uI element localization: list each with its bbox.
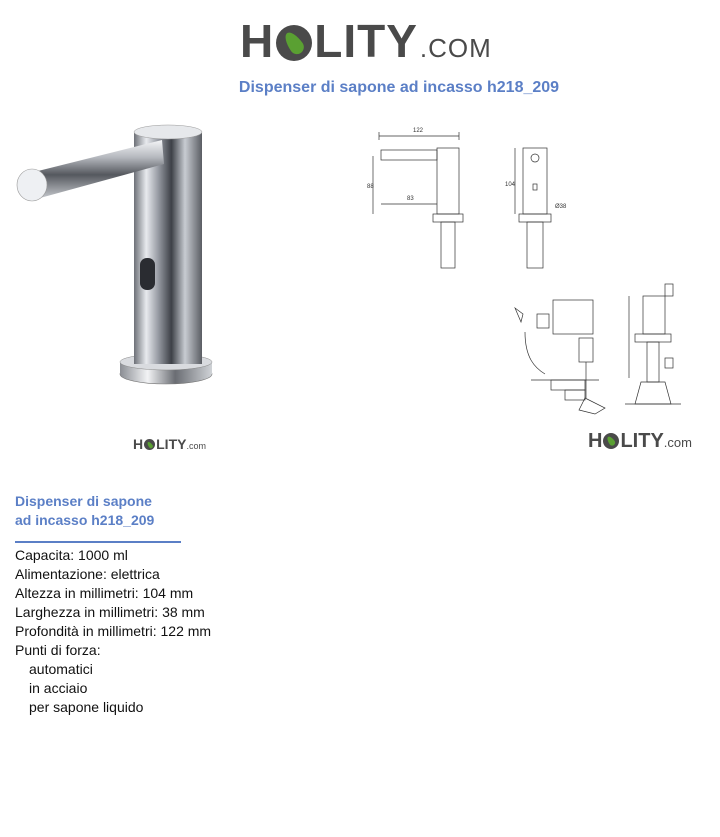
holity-logo: H LITY .COM	[240, 15, 492, 67]
holity-logo-small: H LITY .com	[133, 436, 206, 452]
spec-list	[15, 546, 211, 717]
product-heading	[15, 492, 185, 530]
page-title: Dispenser di sapone ad incasso h218_209	[238, 79, 560, 96]
spec-depth: Profondità in millimetri: 122 mm	[15, 623, 212, 639]
heading-divider	[15, 541, 181, 543]
strengths-label: Punti di forza:	[15, 642, 101, 658]
technical-drawings	[365, 118, 710, 418]
logo-o-icon	[276, 25, 312, 61]
logo-o-icon	[603, 433, 619, 449]
logo-o-icon	[144, 439, 155, 450]
strength-item: automatici	[29, 661, 93, 677]
strength-item: in acciaio	[29, 680, 88, 696]
dim-spout: 83	[407, 196, 414, 202]
dim-width: 122	[413, 128, 424, 134]
product-heading-line2: ad incasso h218_209	[15, 512, 155, 528]
spec-height: Altezza in millimetri: 104 mm	[15, 585, 194, 601]
spec-power: Alimentazione: elettrica	[15, 566, 160, 582]
holity-logo-medium: H LITY .com	[588, 430, 692, 452]
dim-height: 88	[367, 184, 374, 190]
spec-capacity: Capacita: 1000 ml	[15, 547, 128, 563]
product-photo	[10, 118, 230, 393]
product-heading-line1: Dispenser di sapone	[15, 493, 152, 509]
spec-width: Larghezza in millimetri: 38 mm	[15, 604, 205, 620]
dim-diameter: Ø38	[555, 204, 567, 210]
strength-item: per sapone liquido	[29, 699, 144, 715]
dim-body-height: 104	[505, 182, 516, 188]
